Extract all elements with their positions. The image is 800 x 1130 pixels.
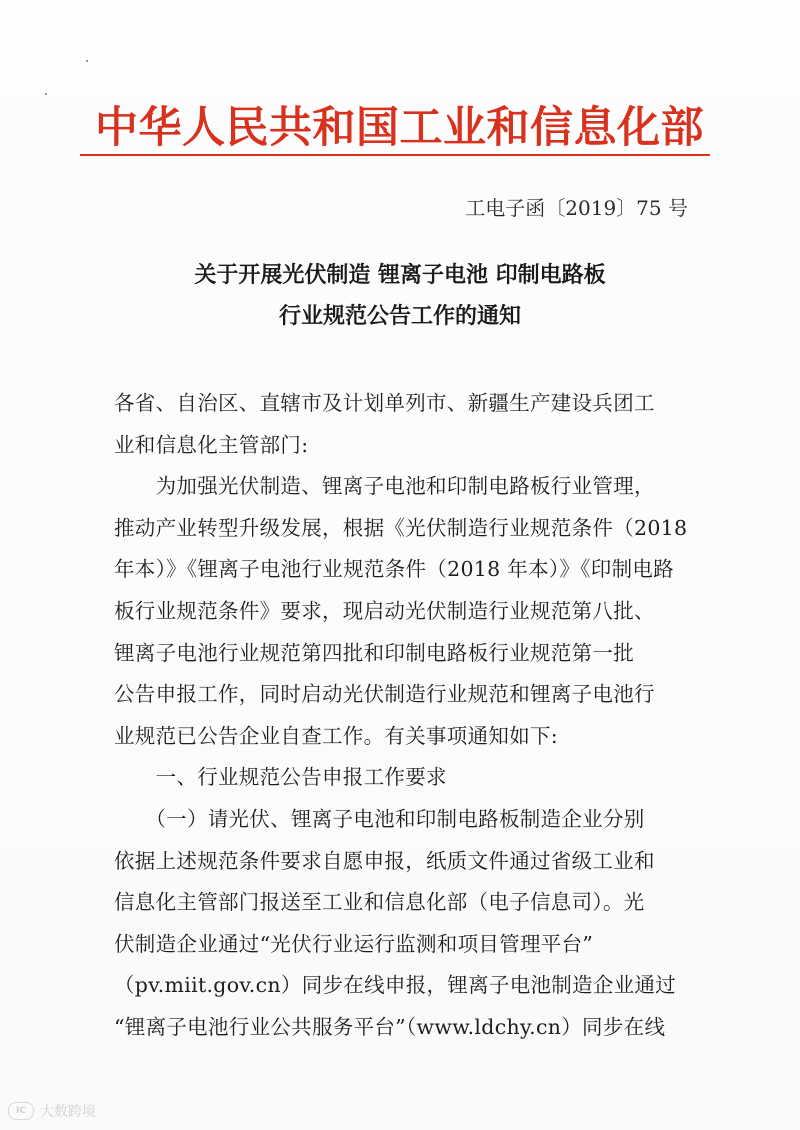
letterhead-organization: 中华人民共和国工业和信息化部 (95, 103, 704, 153)
body-line: 业规范已公告企业自查工作。有关事项通知如下: (114, 723, 559, 748)
body-line: 公告申报工作，同时启动光伏制造行业规范和锂离子电池行 (114, 682, 655, 707)
watermark-logo-icon: IC (8, 1102, 34, 1120)
body-line: 一、行业规范公告申报工作要求 (114, 765, 447, 790)
scan-speck (86, 60, 88, 62)
notice-title-line-1: 关于开展光伏制造 锂离子电池 印制电路板 (194, 263, 606, 288)
notice-title-line-2: 行业规范公告工作的通知 (278, 304, 521, 329)
body-line: 推动产业转型升级发展，根据《光伏制造行业规范条件（2018 (114, 515, 688, 540)
watermark (8, 1100, 96, 1122)
body-line: 年本）》《锂离子电池行业规范条件（2018 年本）》《印制电路 (114, 557, 674, 582)
body-line: 依据上述规范条件要求自愿申报，纸质文件通过省级工业和 (114, 848, 655, 873)
scan-speck (45, 93, 47, 95)
body-line: 各省、自治区、直辖市及计划单列市、新疆生产建设兵团工 (114, 391, 655, 415)
body-line: 为加强光伏制造、锂离子电池和印制电路板行业管理， (114, 474, 655, 499)
body-line: 板行业规范条件》要求，现启动光伏制造行业规范第八批、 (114, 598, 655, 623)
body-line: 伏制造企业通过“光伏行业运行监测和项目管理平台” (114, 931, 594, 956)
body-line: “锂离子电池行业公共服务平台”（www.ldchy.cn）同步在线 (114, 1014, 666, 1039)
body-line: 信息化主管部门报送至工业和信息化部（电子信息司）。光 (114, 890, 645, 915)
watermark-text: 大数跨境 (40, 1104, 96, 1120)
body-line: 业和信息化主管部门: (114, 432, 309, 457)
body-line: （pv.miit.gov.cn）同步在线申报，锂离子电池制造企业通过 (114, 973, 677, 998)
body-line: （一）请光伏、锂离子电池和印制电路板制造企业分别 (114, 806, 645, 831)
document-number: 工电子函〔2019〕75 号 (465, 196, 688, 220)
notice-body (114, 383, 694, 1049)
letterhead-red-rule (80, 154, 710, 156)
body-line: 锂离子电池行业规范第四批和印制电路板行业规范第一批 (114, 640, 634, 665)
